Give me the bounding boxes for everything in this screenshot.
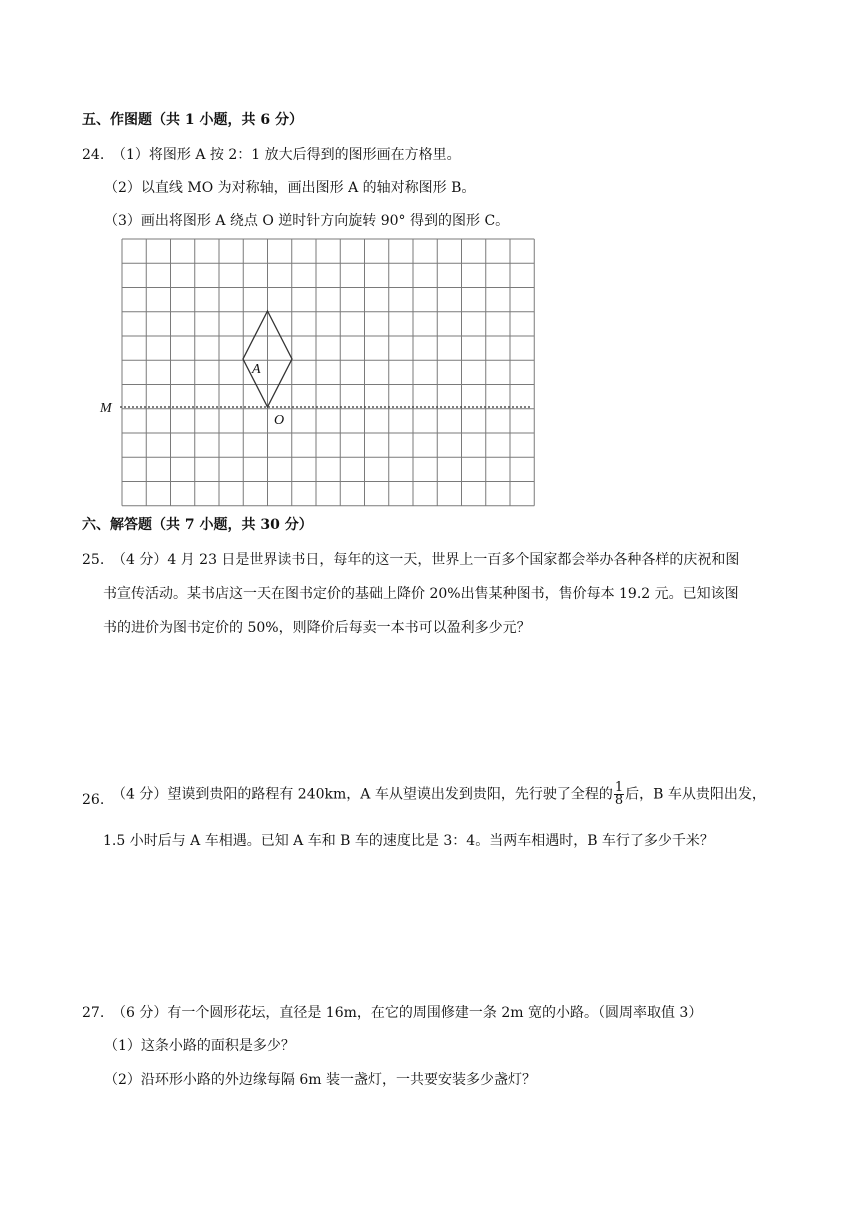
question-27-part-1: （1）这条小路的面积是多少？	[104, 1038, 295, 1054]
question-25-line-3: 书的进价为图书定价的 50%，则降价后每卖一本书可以盈利多少元？	[103, 620, 531, 636]
fraction-one-eighth	[614, 782, 624, 807]
question-27-part-2: （2）沿环形小路的外边缘每隔 6m 装一盏灯，一共要安装多少盏灯？	[104, 1072, 536, 1088]
question-25-line-2: 书宣传活动。某书店这一天在图书定价的基础上降价 20%出售某种图书，售价每本 19.2 元。已知该图	[103, 586, 739, 602]
grid-figure	[95, 236, 540, 508]
question-24-part-3: （3）画出将图形 A 绕点 O 逆时针方向旋转 90° 得到的图形 C。	[104, 213, 510, 229]
question-26-text-before-fraction: （4 分）望谟到贵阳的路程有 240km，A 车从望谟出发到贵阳，先行驶了全程的	[112, 786, 613, 803]
label-a: A	[252, 362, 261, 377]
label-o: O	[274, 413, 285, 428]
question-27-number: 27.	[82, 1005, 105, 1021]
question-24-number: 24.	[82, 147, 105, 163]
question-25-line-1: （4 分）4 月 23 日是世界读书日，每年的这一天，世界上一百多个国家都会举办各种各样的庆祝和图	[112, 552, 740, 568]
question-24-part-2: （2）以直线 MO 为对称轴，画出图形 A 的轴对称图形 B。	[104, 180, 476, 196]
question-26-line-1	[112, 782, 766, 807]
question-26-number: 26.	[82, 792, 105, 808]
fraction-numerator: 1	[614, 780, 624, 795]
question-26-text-after-fraction: 后，B 车从贵阳出发，	[625, 786, 766, 803]
square-grid	[122, 239, 534, 506]
fraction-denominator: 8	[614, 793, 624, 808]
question-25-number: 25.	[82, 552, 105, 568]
question-26-line-2: 1.5 小时后与 A 车相遇。已知 A 车和 B 车的速度比是 3：4。当两车相遇时，B 车行了多少千米？	[103, 833, 714, 849]
section-5-heading: 五、作图题（共 1 小题，共 6 分）	[82, 112, 303, 128]
label-m: M	[100, 401, 112, 416]
question-27-line-1: （6 分）有一个圆形花坛，直径是 16m，在它的周围修建一条 2m 宽的小路。（圆周率取值 3）	[112, 1005, 703, 1021]
question-24-part-1: （1）将图形 A 按 2：1 放大后得到的图形画在方格里。	[112, 147, 461, 163]
section-6-heading: 六、解答题（共 7 小题，共 30 分）	[82, 517, 313, 533]
